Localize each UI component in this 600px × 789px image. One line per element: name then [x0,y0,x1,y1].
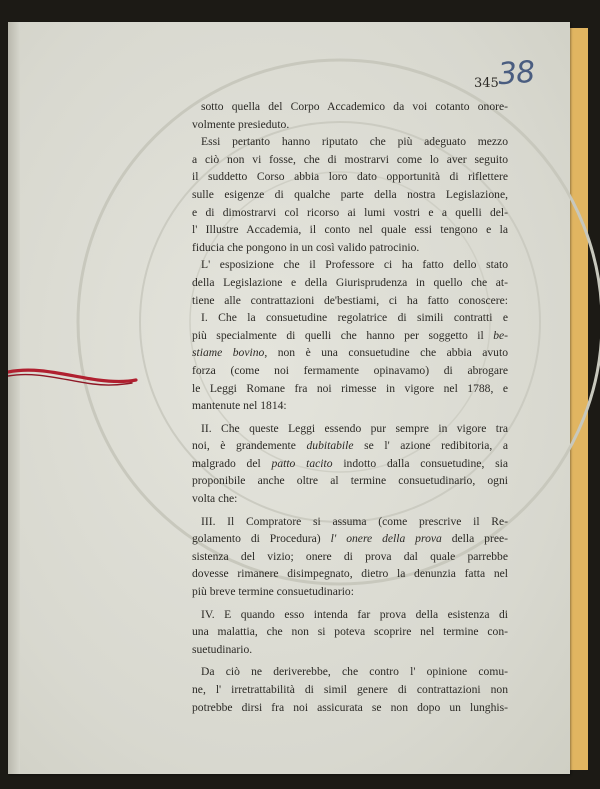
text-run: se l' azione redibitoria, a [353,439,508,453]
text-line: IV. E quando esso intenda far prova della esistenza di [201,607,508,621]
handwritten-folio-number: 38 [496,54,536,93]
text-line: e di dimostrarvi col ricorso ai lumi vostri e a quelli del- [192,205,508,219]
text-line: I. Che la consuetudine regolatrice di simili contratti e [201,311,508,325]
text-line: potrebbe dirsi fra noi assicurata se non dopo un lunghis- [192,700,508,714]
text-line: le Leggi Romane fra noi rimesse in vigore nel 1788, e [192,381,508,395]
text-line: mantenute nel 1814: [192,399,287,413]
text-line [192,344,508,362]
text-line [192,455,508,473]
text-line [192,437,508,455]
text-line: a ciò non vi fosse, che di mostrarvi come lo aver seguito [192,152,508,166]
text-line [192,530,508,548]
text-line: volta che: [192,492,238,506]
italic-phrase: be- [493,328,508,342]
text-line: l' Illustre Accademia, il conto nel quale essi tengono e la [192,223,508,237]
text-line: della Legislazione e della Giurisprudenza in quello che at- [192,275,508,289]
text-line: sulle esigenze di qualche parte della nostra Legislazione, [192,187,508,201]
text-line: suetudinario. [192,642,253,656]
paragraph [192,256,508,309]
text-run: malgrado del [192,456,272,470]
text-line: II. Che queste Leggi essendo pur sempre in vigore tra [201,421,508,435]
text-line: una malattia, che non si poteva scoprire nel termine con- [192,625,508,639]
paragraph [192,606,508,659]
text-line: volmente presieduto. [192,117,290,131]
paragraph [192,420,508,508]
text-run: golamento di Procedura) [192,532,331,546]
text-run: più specialmente di quelli che hanno per soggetto il [192,328,494,342]
text-line [192,327,508,345]
text-line: il suddetto Corso abbia loro dato opportunità di riflettere [192,170,508,184]
paragraph [192,513,508,601]
text-line: Essi pertanto hanno riputato che più adeguato mezzo [201,135,508,149]
text-run: indotto dalla consuetudine, sia [332,456,508,470]
body-text [192,98,508,716]
text-line: dovesse rimanere disimpegnato, dietro la denunzia fatta nel [192,567,508,581]
text-run: noi, è grandemente [192,439,307,453]
text-line: tiene alle contrattazioni de'bestiami, ci ha fatto conoscere: [192,293,508,307]
italic-phrase: l' onere della prova [330,532,442,546]
paragraph [192,663,508,716]
page-number: 345 [474,76,499,91]
italic-phrase: patto tacito [271,456,333,470]
text-line: ne, l' irretrattabilità di simil genere di contrattazioni non [192,683,508,696]
paragraph [192,309,508,415]
paragraph [192,133,508,256]
text-line: più breve termine consuetudinario: [192,585,354,599]
text-line: sotto quella del Corpo Accademico da voi cotanto onore- [201,100,508,113]
text-line: Da ciò ne deriverebbe, che contro l' opinione comu- [201,665,508,679]
text-line: sistenza del vizio; onere di prova dal quale parrebbe [192,549,508,563]
text-line: L' esposizione che il Professore ci ha fatto dello stato [201,258,508,272]
text-line: fiducia che pongono in un così valido patrocinio. [192,240,420,254]
red-ribbon [8,362,148,402]
text-run: , non è una consuetudine che abbia avuto [264,346,508,360]
binding-edge [8,22,20,774]
text-line: forza (come noi fermamente opinavamo) di abrogare [192,363,508,377]
paragraph [192,98,508,133]
italic-phrase: dubitabile [306,439,354,453]
text-line: III. Il Compratore si assuma (come prescrive il Re- [201,514,508,528]
italic-phrase: stiame bovino [192,346,265,360]
text-line: proponibile anche oltre al termine consuetudinario, ogni [192,474,508,488]
text-run: della pree- [441,532,508,546]
